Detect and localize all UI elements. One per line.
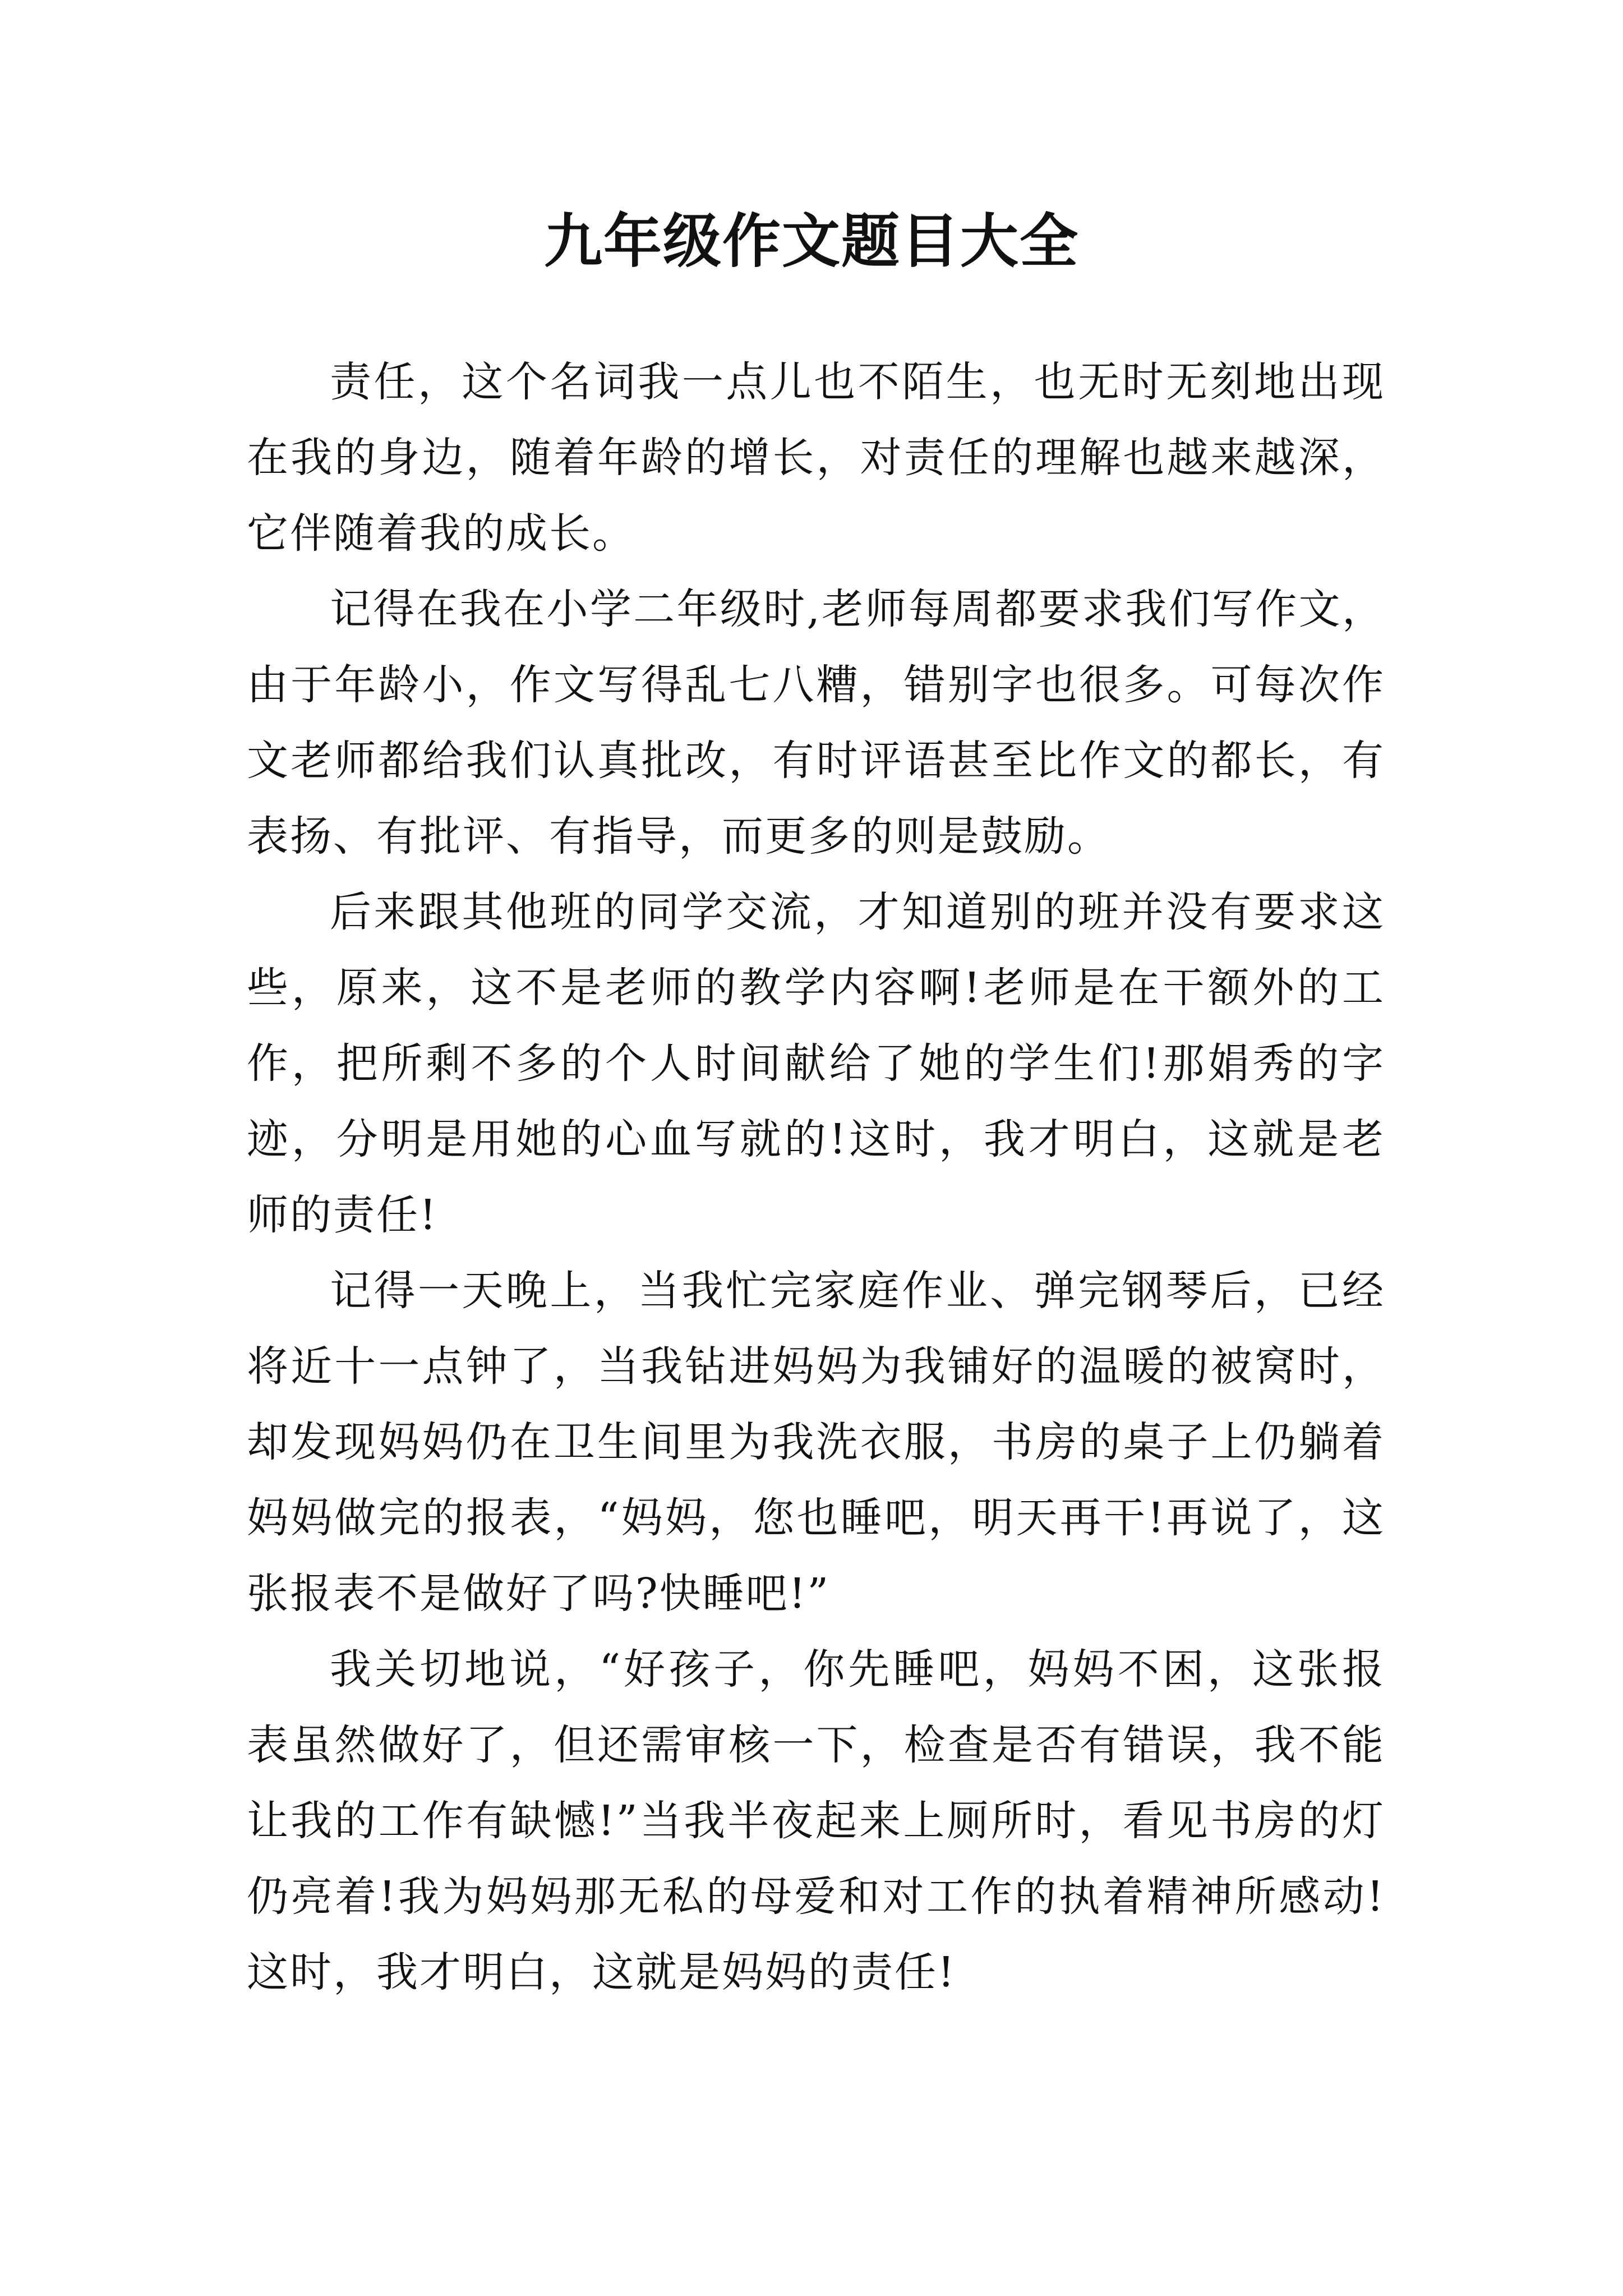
paragraph-5: 我关切地说，“好孩子，你先睡吧，妈妈不困，这张报表虽然做好了，但还需审核一下，检查是否有错误，我不能让我的工作有缺憾!”当我半夜起来上厕所时，看见书房的灯仍亮着!我为妈妈那无私的母爱和对工作的执着精神所感动!这时，我才明白，这就是妈妈的责任! xyxy=(247,1645,1385,1996)
paragraph-3: 后来跟其他班的同学交流，才知道别的班并没有要求这些，原来，这不是老师的教学内容啊!老师是在干额外的工作，把所剩不多的个人时间献给了她的学生们!那娟秀的字迹，分明是用她的心血写就的!这时，我才明白，这就是老师的责任! xyxy=(247,888,1385,1239)
paragraph-4: 记得一天晚上，当我忙完家庭作业、弹完钢琴后，已经将近十一点钟了，当我钻进妈妈为我铺好的温暖的被窝时，却发现妈妈仍在卫生间里为我洗衣服，书房的桌子上仍躺着妈妈做完的报表，“妈妈，您也睡吧，明天再干!再说了，这张报表不是做好了吗?快睡吧!” xyxy=(247,1267,1385,1618)
paragraph-1: 责任，这个名词我一点儿也不陌生，也无时无刻地出现在我的身边，随着年龄的增长，对责任的理解也越来越深，它伴随着我的成长。 xyxy=(247,358,1385,558)
paragraph-2: 记得在我在小学二年级时,老师每周都要求我们写作文，由于年龄小，作文写得乱七八糟，错别字也很多。可每次作文老师都给我们认真批改，有时评语甚至比作文的都长，有表扬、有批评、有指导，而更多的则是鼓励。 xyxy=(247,585,1385,861)
document-title: 九年级作文题目大全 xyxy=(543,206,1079,275)
document-body xyxy=(247,344,1385,2010)
